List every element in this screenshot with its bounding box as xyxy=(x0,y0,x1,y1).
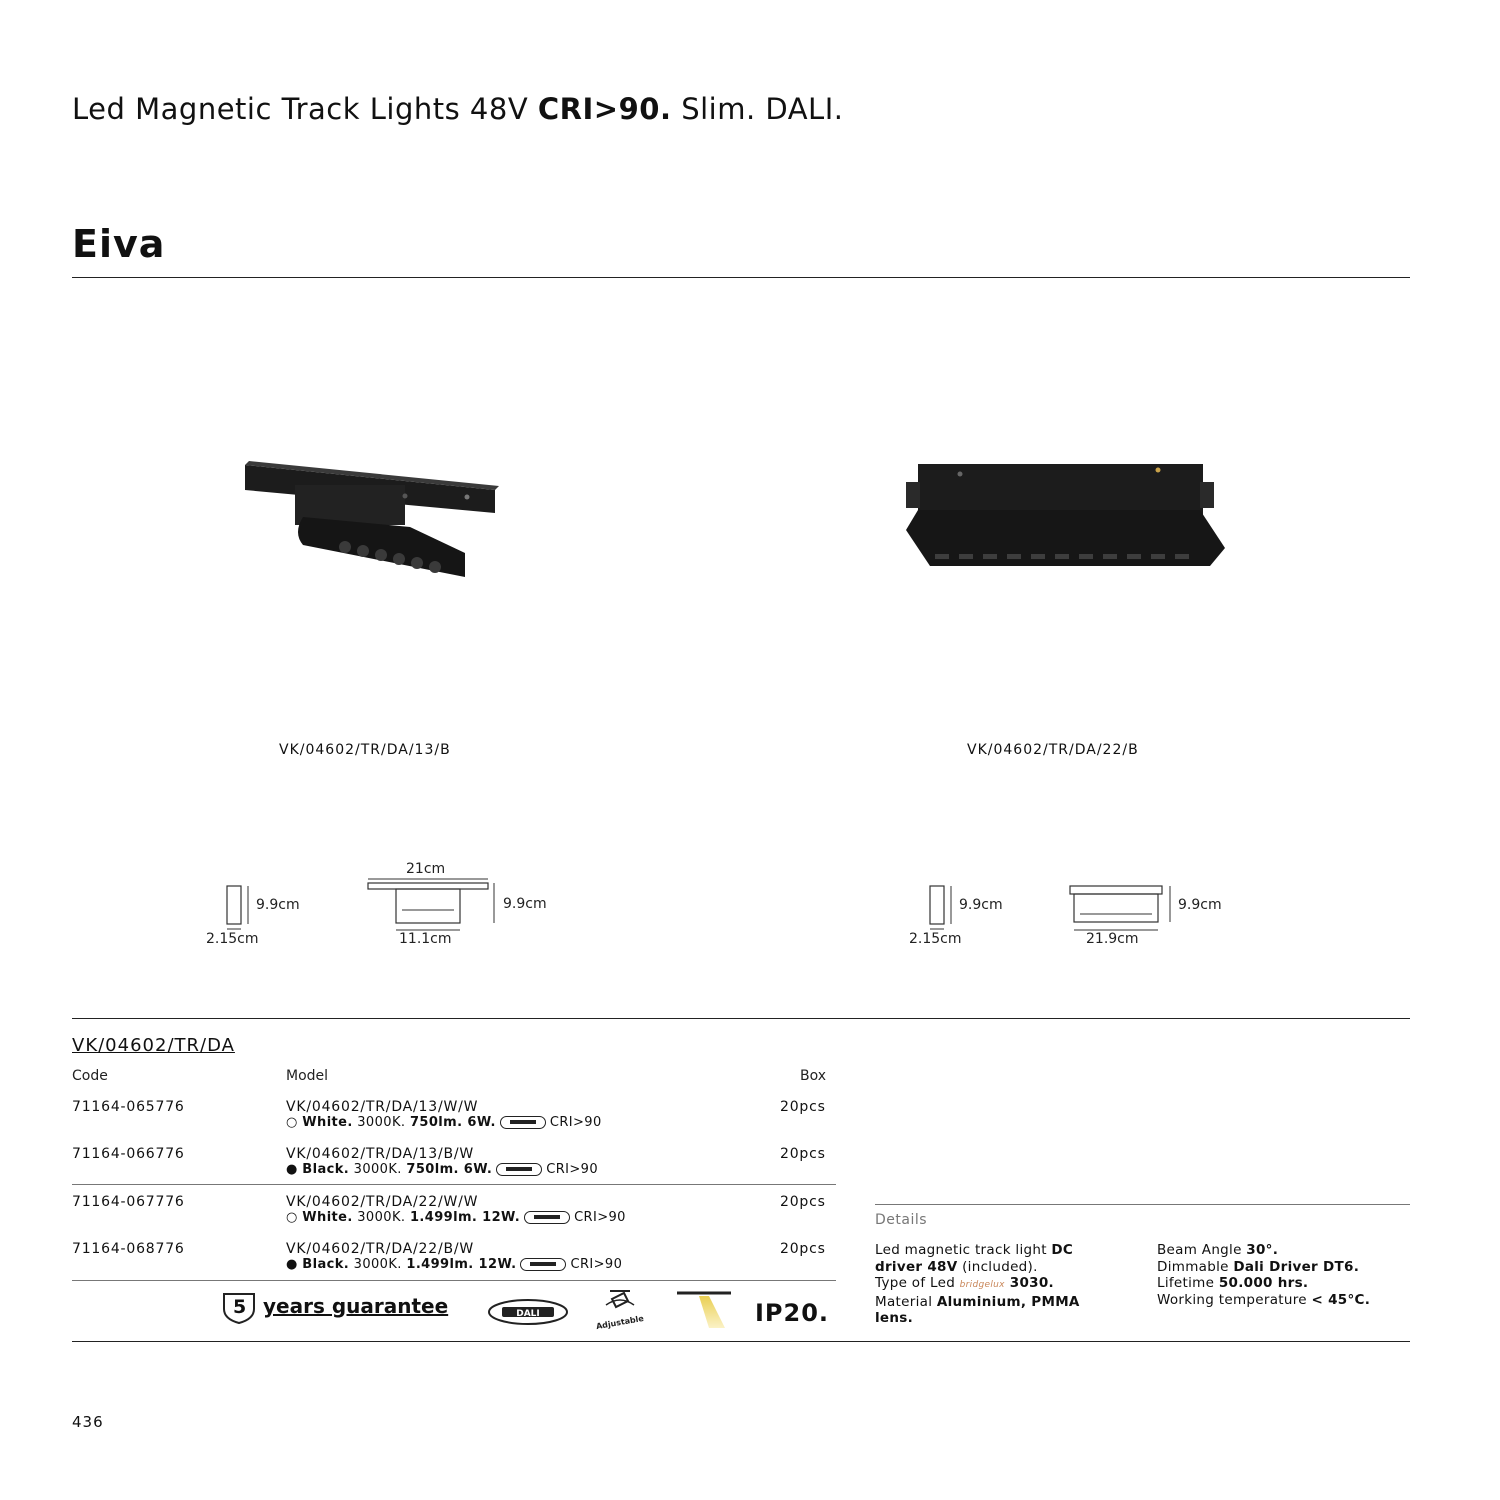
details-column-1 xyxy=(875,1242,1145,1327)
details-line: Dimmable Dali Driver DT6. xyxy=(1157,1258,1360,1275)
white-dot-icon: ○ xyxy=(286,1115,298,1130)
row-model: VK/04602/TR/DA/13/B/W xyxy=(286,1146,475,1162)
row-code: 71164-068776 xyxy=(72,1241,185,1257)
details-column-2 xyxy=(1157,1242,1410,1308)
side-width-label-13: 2.15cm xyxy=(206,931,259,947)
product-caption-22: VK/04602/TR/DA/22/B xyxy=(967,742,1139,758)
side-view-diagram-22 xyxy=(923,880,963,932)
row-model: VK/04602/TR/DA/22/B/W xyxy=(286,1241,475,1257)
side-height-label-13: 9.9cm xyxy=(256,897,300,913)
row-box: 20pcs xyxy=(780,1099,826,1115)
side-height-label-22: 9.9cm xyxy=(959,897,1003,913)
dali-icon xyxy=(496,1163,542,1176)
svg-text:Adjustable: Adjustable xyxy=(595,1313,645,1331)
bottom-divider xyxy=(72,1341,1410,1342)
row-specs: ○ White. 3000K. 750lm. 6W. CRI>90 xyxy=(286,1115,602,1130)
details-line: driver 48V (included). xyxy=(875,1258,1038,1275)
details-line: Type of Led bridgelux 3030. xyxy=(875,1275,1054,1291)
row-model: VK/04602/TR/DA/13/W/W xyxy=(286,1099,479,1115)
details-line: Working temperature < 45°C. xyxy=(1157,1291,1371,1308)
product-image-22 xyxy=(900,460,1230,575)
dali-icon xyxy=(520,1258,566,1271)
table-bottom-divider xyxy=(72,1280,836,1281)
bridgelux-logo: bridgelux xyxy=(959,1280,1005,1290)
beam-angle-icon xyxy=(675,1290,735,1330)
row-box: 20pcs xyxy=(780,1146,826,1162)
details-line: Beam Angle 30°. xyxy=(1157,1242,1279,1258)
table-row-divider xyxy=(72,1184,836,1185)
side-view-diagram-13 xyxy=(220,880,260,932)
dali-icon xyxy=(524,1211,570,1224)
svg-text:DALI: DALI xyxy=(516,1309,540,1319)
dali-icon xyxy=(500,1116,546,1129)
white-dot-icon: ○ xyxy=(286,1210,298,1225)
side-width-label-22: 2.15cm xyxy=(909,931,962,947)
product-family-title: Eiva xyxy=(72,222,166,266)
header-title-post: Slim. DALI. xyxy=(681,92,844,126)
details-line: lens. xyxy=(875,1310,914,1326)
details-label: Details xyxy=(875,1212,928,1228)
product-caption-13: VK/04602/TR/DA/13/B xyxy=(279,742,451,758)
section-code: VK/04602/TR/DA xyxy=(72,1035,235,1056)
page-number: 436 xyxy=(72,1413,104,1431)
column-header-code: Code xyxy=(72,1068,108,1084)
row-code: 71164-066776 xyxy=(72,1146,185,1162)
top-length-label-13: 21cm xyxy=(406,861,446,877)
row-model: VK/04602/TR/DA/22/W/W xyxy=(286,1194,479,1210)
row-specs: ○ White. 3000K. 1.499lm. 12W. CRI>90 xyxy=(286,1210,626,1225)
front-height-label-13: 9.9cm xyxy=(503,896,547,912)
black-dot-icon: ● xyxy=(286,1162,298,1177)
guarantee-years: 5 xyxy=(233,1296,247,1318)
product-image-13 xyxy=(235,455,505,595)
details-line: Lifetime 50.000 hrs. xyxy=(1157,1275,1309,1291)
column-header-box: Box xyxy=(800,1068,827,1084)
front-width-label-13: 11.1cm xyxy=(399,931,452,947)
front-height-label-22: 9.9cm xyxy=(1178,897,1222,913)
front-view-diagram-22 xyxy=(1064,880,1184,936)
details-divider xyxy=(875,1204,1410,1205)
row-specs: ● Black. 3000K. 750lm. 6W. CRI>90 xyxy=(286,1162,599,1177)
adjustable-icon xyxy=(590,1287,650,1331)
front-width-label-22: 21.9cm xyxy=(1086,931,1139,947)
front-view-diagram-13 xyxy=(362,876,502,936)
row-box: 20pcs xyxy=(780,1194,826,1210)
details-line: Material Aluminium, PMMA xyxy=(875,1293,1080,1310)
catalog-header-title xyxy=(72,92,843,126)
ip-rating: IP20. xyxy=(755,1299,830,1327)
header-title-bold: CRI>90. xyxy=(537,92,672,126)
row-box: 20pcs xyxy=(780,1241,826,1257)
table-top-divider xyxy=(72,1018,1410,1019)
header-title-pre: Led Magnetic Track Lights 48V xyxy=(72,92,529,126)
guarantee-text: years guarantee xyxy=(263,1294,449,1318)
row-code: 71164-067776 xyxy=(72,1194,185,1210)
row-code: 71164-065776 xyxy=(72,1099,185,1115)
details-line: Led magnetic track light DC xyxy=(875,1242,1074,1258)
black-dot-icon: ● xyxy=(286,1257,298,1272)
column-header-model: Model xyxy=(286,1068,329,1084)
title-divider xyxy=(72,277,1410,278)
dali-logo-icon xyxy=(486,1297,570,1327)
row-specs: ● Black. 3000K. 1.499lm. 12W. CRI>90 xyxy=(286,1257,623,1272)
